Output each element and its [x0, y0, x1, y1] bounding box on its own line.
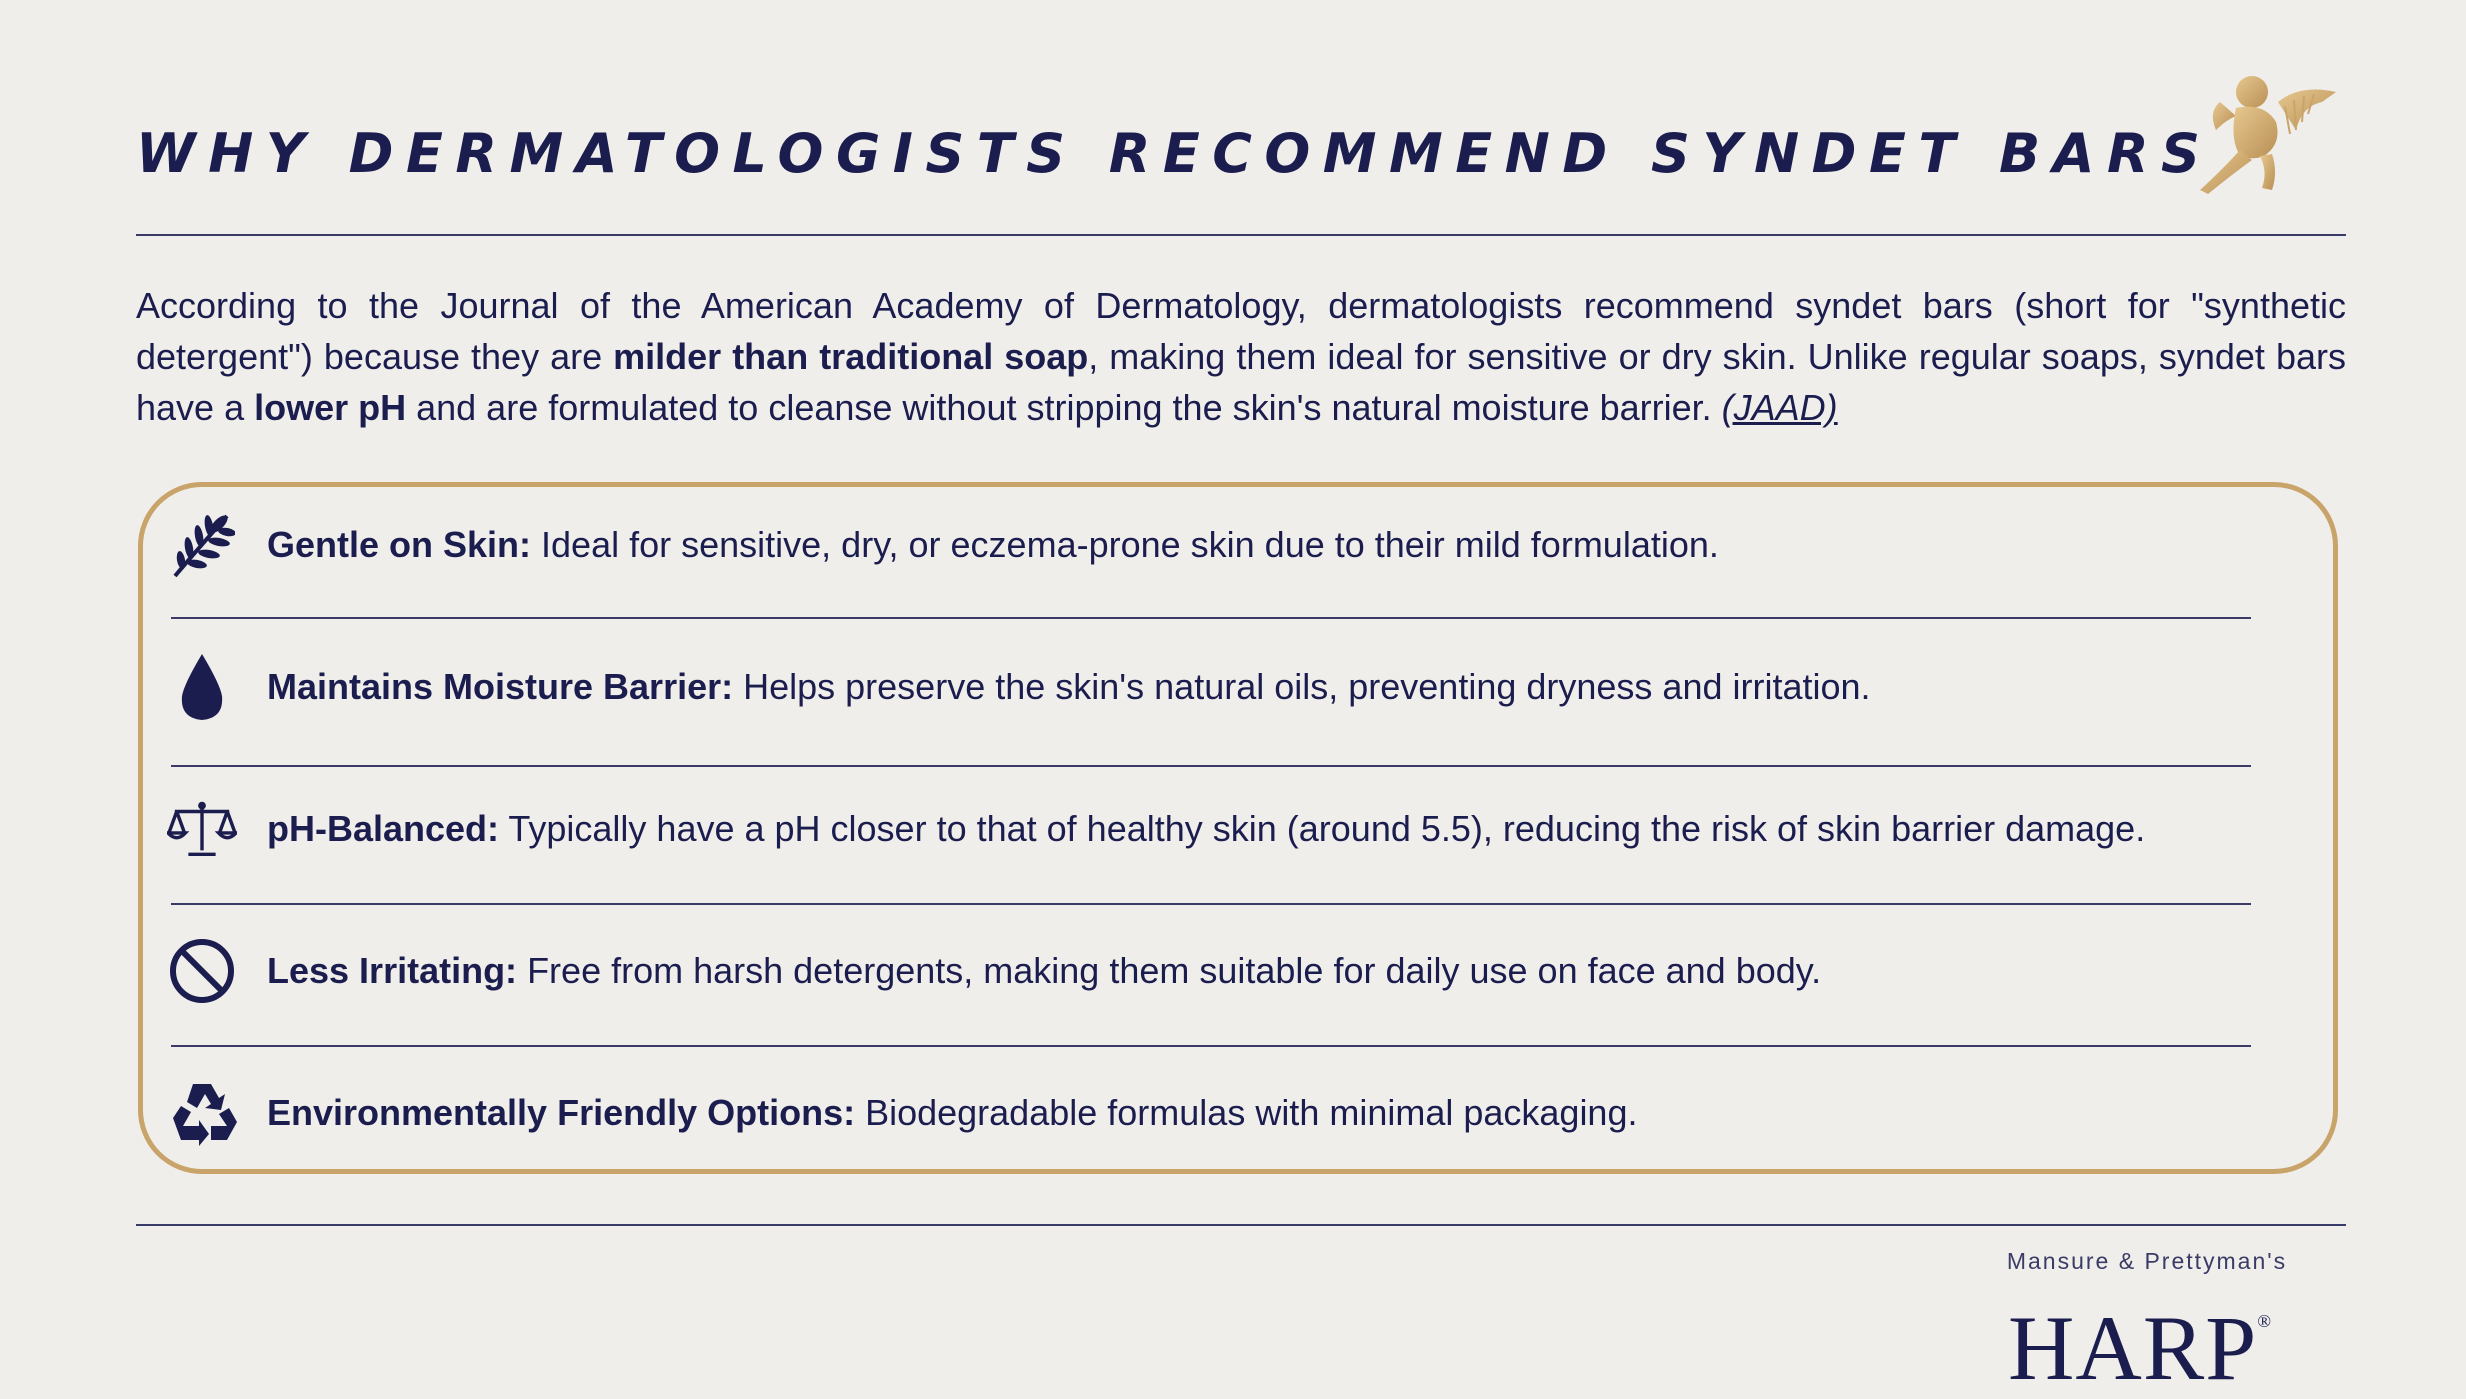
benefit-item-gentle — [143, 505, 2333, 585]
benefit-title: Gentle on Skin: — [267, 524, 532, 565]
benefit-description: Typically have a pH closer to that of healthy skin (around 5.5), reducing the risk of skin barrier damage. — [499, 808, 2146, 849]
benefit-text — [267, 808, 2293, 850]
benefit-divider — [171, 1045, 2251, 1047]
brand-logo — [1930, 1248, 2350, 1399]
intro-text: , making them ideal for sensitive or dry skin. Unlike regular soaps, syndet bars have a — [136, 336, 2346, 428]
benefit-title: Environmentally Friendly Options: — [267, 1092, 856, 1133]
benefit-divider — [171, 617, 2251, 619]
leaf-icon — [167, 510, 237, 580]
water-drop-icon — [167, 652, 237, 722]
brand-subtitle: Mansure & Prettyman's — [2006, 1248, 2288, 1274]
intro-emphasis: lower pH — [254, 387, 407, 428]
cherub-harp-icon — [2190, 72, 2340, 197]
benefit-text — [267, 1092, 2293, 1134]
intro-emphasis: milder than traditional soap — [613, 336, 1089, 377]
benefit-description: Free from harsh detergents, making them suitable for daily use on face and body. — [517, 950, 1822, 991]
bottom-divider — [136, 1224, 2346, 1226]
benefits-box — [138, 482, 2338, 1174]
benefit-item-ph — [143, 789, 2333, 869]
intro-paragraph — [136, 280, 2346, 433]
benefit-item-moisture — [143, 647, 2333, 727]
brand-wordmark: HARP — [2007, 1297, 2258, 1399]
registered-mark: ® — [2257, 1311, 2273, 1331]
page-title: WHY DERMATOLOGISTS RECOMMEND SYNDET BARS — [136, 122, 2213, 185]
benefit-title: Maintains Moisture Barrier: — [267, 666, 734, 707]
benefit-title: Less Irritating: — [267, 950, 518, 991]
brand-name — [1930, 1277, 2350, 1399]
benefit-description: Biodegradable formulas with minimal packaging. — [855, 1092, 1638, 1133]
recycle-icon — [167, 1078, 237, 1148]
benefit-text — [267, 524, 2293, 566]
top-divider — [136, 234, 2346, 236]
benefit-title: pH-Balanced: — [267, 808, 500, 849]
benefit-item-environment — [143, 1073, 2333, 1153]
benefit-description: Ideal for sensitive, dry, or eczema-prone skin due to their mild formulation. — [531, 524, 1719, 565]
intro-text: According to the Journal of the American Academy of Dermatology, dermatologists recommend syndet bars (short for "synthetic detergent") because they are — [136, 285, 2346, 377]
benefit-item-irritating — [143, 931, 2333, 1011]
benefit-description: Helps preserve the skin's natural oils, preventing dryness and irritation. — [733, 666, 1871, 707]
benefit-divider — [171, 903, 2251, 905]
jaad-link[interactable]: (JAAD) — [1721, 387, 1838, 428]
balance-scale-icon — [167, 794, 237, 864]
prohibited-icon — [167, 936, 237, 1006]
benefit-divider — [171, 765, 2251, 767]
benefit-text — [267, 666, 2293, 708]
benefit-text — [267, 950, 2293, 992]
intro-text: and are formulated to cleanse without stripping the skin's natural moisture barrier. — [406, 387, 1722, 428]
